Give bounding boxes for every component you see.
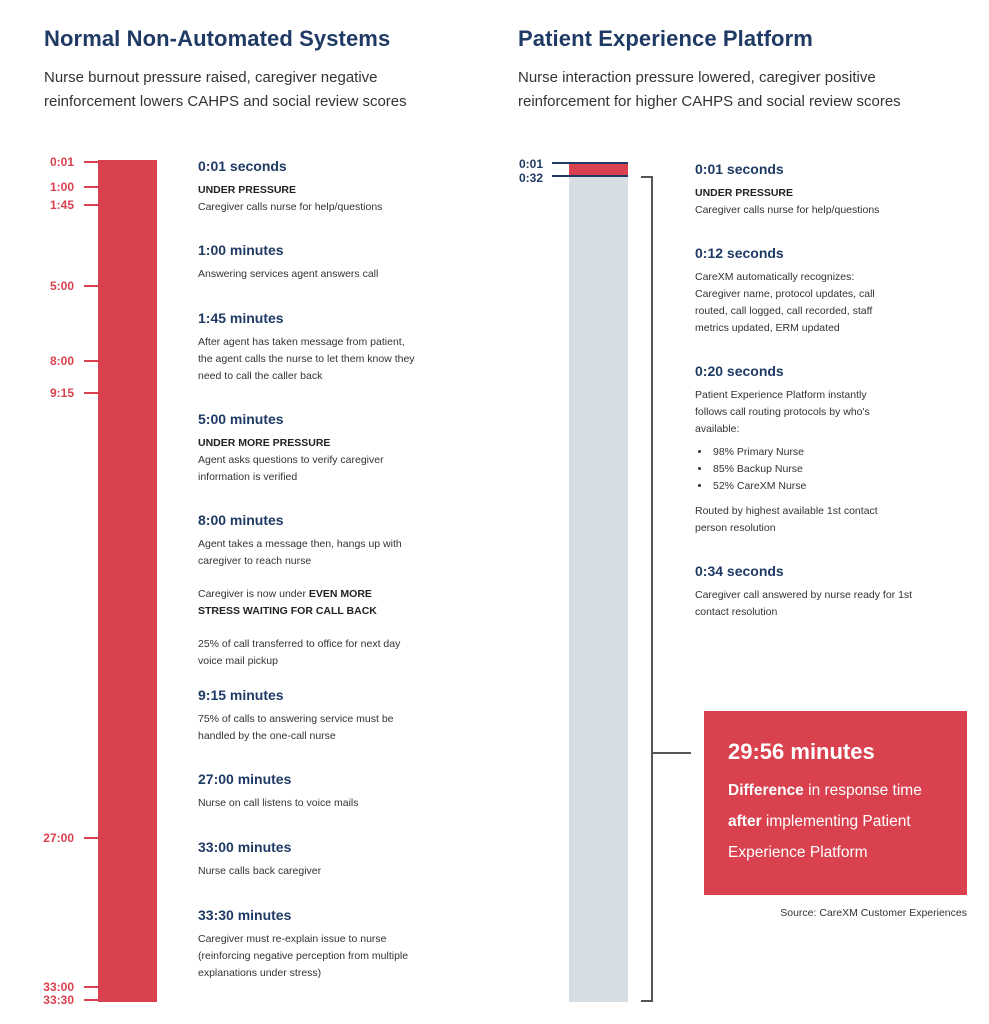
entry-time: 0:01 seconds [695,161,784,177]
entry-text: Routed by highest available 1st contact person resolution [695,505,878,534]
entry-label: UNDER PRESSURE [695,187,794,199]
entry-time: 33:00 minutes [198,839,292,855]
left-tick-line [84,392,100,394]
left-tick-line [84,999,100,1001]
callout-line: Experience Platform [728,844,868,861]
entry-text [198,586,388,620]
left-tick-line [84,161,100,163]
left-tick-line [84,204,100,206]
entry-label: UNDER MORE PRESSURE [198,437,331,449]
right-entry [695,245,895,337]
entry-time: 0:20 seconds [695,363,784,379]
right-timeline-bar [569,163,628,1002]
left-subtitle [44,66,464,114]
source-note: Source: CareXM Customer Experiences [780,907,967,919]
left-entry [198,310,418,385]
entry-time: 8:00 minutes [198,512,284,528]
right-entry [695,363,905,537]
list-item: • 85% Backup Nurse [711,461,905,478]
callout-text: in response time [803,782,922,799]
entry-text: Caregiver calls nurse for help/questions [695,204,880,216]
entry-text-part: Caregiver is now under [198,588,309,600]
entry-text: Answering services agent answers call [198,268,379,280]
left-entry [198,158,428,216]
callout-line [728,775,943,806]
difference-callout [704,711,967,895]
callout-emphasis: Difference [728,782,804,799]
entry-time: 1:00 minutes [198,242,284,258]
entry-text: After agent has taken message from patient, the agent calls the nurse to let them know they need to call the caller back [198,336,415,382]
bracket-spine [651,176,653,1002]
left-tick-label: 8:00 [49,354,74,368]
left-tick-label: 9:15 [49,386,74,400]
entry-text: Nurse on call listens to voice mails [198,797,359,809]
left-tick-label: 0:01 [49,155,74,169]
entry-text: 75% of calls to answering service must be handled by the one-call nurse [198,713,394,742]
left-entry [198,839,428,880]
right-tick-line [552,175,628,177]
left-subtitle-line1: Nurse burnout pressure raised, caregiver negative [44,69,378,86]
right-tick-label: 0:01 [518,157,543,171]
entry-time: 33:30 minutes [198,907,292,923]
left-title: Normal Non-Automated Systems [44,26,391,51]
left-tick-label: 1:00 [49,180,74,194]
entry-text: Caregiver calls nurse for help/questions [198,201,383,213]
left-tick-label: 33:00 [43,980,74,994]
left-tick-label: 1:45 [49,198,74,212]
list-item: • 98% Primary Nurse [711,444,905,461]
entry-time: 5:00 minutes [198,411,284,427]
entry-text: Caregiver must re-explain issue to nurse (reinforcing negative perception from multiple explanations under stress) [198,933,409,979]
left-tick-label: 27:00 [43,831,74,845]
left-tick-label: 5:00 [49,279,74,293]
right-entry [695,161,925,219]
entry-time: 9:15 minutes [198,687,284,703]
list-item: • 52% CareXM Nurse [711,478,905,495]
entry-time: 0:12 seconds [695,245,784,261]
entry-text: 25% of call transferred to office for next day voice mail pickup [198,638,401,667]
callout-body [728,775,943,868]
right-subtitle-line2: reinforcement for higher CAHPS and social review scores [518,93,901,110]
entry-text: Agent takes a message then, hangs up with caregiver to reach nurse [198,538,402,567]
left-entry [198,907,418,982]
left-entry [198,771,428,812]
right-subtitle [518,66,938,114]
left-entry [198,242,428,283]
left-tick-line [84,360,100,362]
entry-text: Patient Experience Platform instantly follows call routing protocols by who's available: [695,389,870,435]
entry-text: Nurse calls back caregiver [198,865,322,877]
routing-list [695,444,905,495]
bracket-bottom [641,1000,653,1002]
right-title: Patient Experience Platform [518,26,813,51]
entry-label: UNDER PRESSURE [198,184,297,196]
bracket-connector [651,752,691,754]
entry-time: 0:01 seconds [198,158,287,174]
left-entry [198,512,418,670]
left-entry [198,411,408,486]
callout-emphasis: after [728,813,762,830]
entry-time: 1:45 minutes [198,310,284,326]
left-tick-label: 33:30 [43,993,74,1007]
right-tick-label: 0:32 [518,171,543,185]
entry-text: Agent asks questions to verify caregiver information is verified [198,454,384,483]
callout-line [728,806,943,837]
right-entry [695,563,915,621]
entry-text: Caregiver call answered by nurse ready for 1st contact resolution [695,589,913,618]
entry-time: 0:34 seconds [695,563,784,579]
right-tick-line [552,162,628,164]
left-subtitle-line2: reinforcement lowers CAHPS and social review scores [44,93,407,110]
left-tick-line [84,186,100,188]
entry-text-emphasis: EVEN MORE STRESS WAITING FOR CALL BACK [198,588,377,617]
left-timeline-bar [98,160,157,1002]
entry-text: CareXM automatically recognizes: Caregiver name, protocol updates, call routed, call logged, call recorded, staff metrics updated, ERM updated [695,271,875,334]
callout-title: 29:56 minutes [728,739,875,764]
right-subtitle-line1: Nurse interaction pressure lowered, caregiver positive [518,69,876,86]
left-tick-line [84,986,100,988]
entry-time: 27:00 minutes [198,771,292,787]
left-tick-line [84,285,100,287]
callout-text: implementing Patient [761,813,911,830]
left-tick-line [84,837,100,839]
left-entry [198,687,418,745]
